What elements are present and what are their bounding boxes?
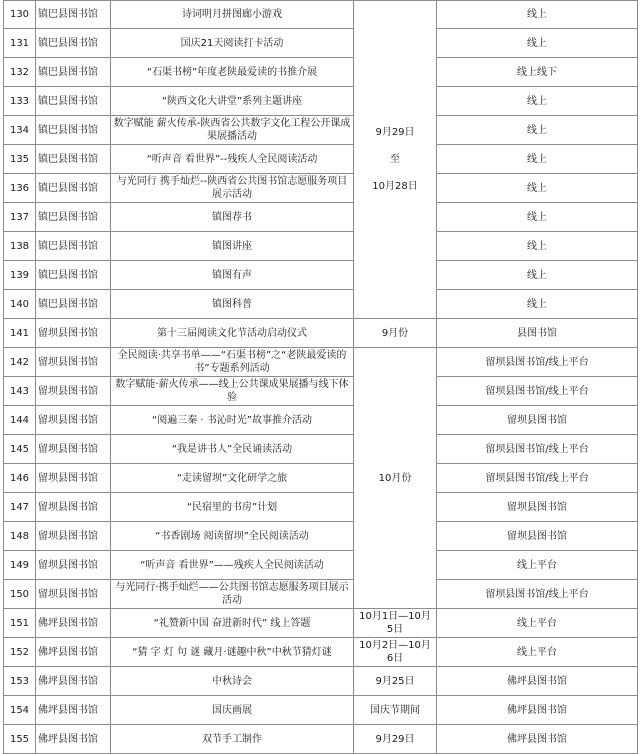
row-number: 155 xyxy=(4,725,36,754)
library-name: 镇巴县图书馆 xyxy=(36,174,111,203)
activity-mode: 线上线下 xyxy=(437,58,638,87)
table-row xyxy=(4,87,638,116)
library-name: 留坝县图书馆 xyxy=(36,319,111,348)
row-number: 145 xyxy=(4,435,36,464)
activity-mode: 留坝县图书馆 xyxy=(437,522,638,551)
activity-mode: 留坝县图书馆 xyxy=(437,406,638,435)
row-number: 130 xyxy=(4,1,36,29)
table-row xyxy=(4,493,638,522)
activity-mode: 佛坪县图书馆 xyxy=(437,725,638,754)
activity-name: 与光同行·携手灿烂——公共图书馆志愿服务项目展示活动 xyxy=(111,580,354,609)
table-row xyxy=(4,377,638,406)
row-number: 153 xyxy=(4,667,36,696)
library-name: 留坝县图书馆 xyxy=(36,522,111,551)
activity-mode: 线上平台 xyxy=(437,638,638,667)
row-number: 134 xyxy=(4,116,36,145)
time-cell: 国庆节期间 xyxy=(354,696,437,725)
time-cell: 9月25日 xyxy=(354,667,437,696)
row-number: 151 xyxy=(4,609,36,638)
row-number: 150 xyxy=(4,580,36,609)
time-cell: 10月1日—10月5日 xyxy=(354,609,437,638)
table-row xyxy=(4,580,638,609)
activity-name: 与光同行 携手灿烂--陕西省公共图书馆志愿服务项目展示活动 xyxy=(111,174,354,203)
activity-mode: 佛坪县图书馆 xyxy=(437,667,638,696)
activity-name: 全民阅读·共享书单——“石渠书榜”之“老陕最爱读的书”专题系列活动 xyxy=(111,348,354,377)
library-name: 佛坪县图书馆 xyxy=(36,667,111,696)
activity-name: 镇图荐书 xyxy=(111,203,354,232)
library-name: 佛坪县图书馆 xyxy=(36,638,111,667)
row-number: 138 xyxy=(4,232,36,261)
time-start: 9月29日 xyxy=(375,127,415,138)
row-number: 141 xyxy=(4,319,36,348)
library-name: 留坝县图书馆 xyxy=(36,377,111,406)
library-name: 留坝县图书馆 xyxy=(36,551,111,580)
row-number: 136 xyxy=(4,174,36,203)
row-number: 142 xyxy=(4,348,36,377)
table-row xyxy=(4,145,638,174)
table-row xyxy=(4,464,638,493)
library-name: 留坝县图书馆 xyxy=(36,435,111,464)
time-cell: 9月29日 xyxy=(354,725,437,754)
table-row xyxy=(4,725,638,754)
activity-name: 国庆画展 xyxy=(111,696,354,725)
time-separator: 至 xyxy=(390,154,400,165)
activity-name: 数字赋能 薪火传承-陕西省公共数字文化工程公开课成果展播活动 xyxy=(111,116,354,145)
activity-name: “听声音 看世界”--残疾人全民阅读活动 xyxy=(111,145,354,174)
library-name: 留坝县图书馆 xyxy=(36,493,111,522)
table-row xyxy=(4,609,638,638)
activity-name: “陕西文化大讲堂”系列主题讲座 xyxy=(111,87,354,116)
row-number: 137 xyxy=(4,203,36,232)
table-row xyxy=(4,58,638,87)
table-row xyxy=(4,174,638,203)
activity-name: 双节手工制作 xyxy=(111,725,354,754)
activity-name: “阅遍三秦 · 书沁时光”故事推介活动 xyxy=(111,406,354,435)
library-name: 镇巴县图书馆 xyxy=(36,261,111,290)
activity-name: “我是讲书人”全民诵读活动 xyxy=(111,435,354,464)
table-row xyxy=(4,551,638,580)
time-end: 10月28日 xyxy=(372,181,418,192)
library-name: 留坝县图书馆 xyxy=(36,348,111,377)
activity-mode: 线上 xyxy=(437,174,638,203)
activity-mode: 线上 xyxy=(437,1,638,29)
activity-name: “猜 字 灯 句 谜 藏月·谜趣中秋”中秋节猜灯谜 xyxy=(111,638,354,667)
activity-name: 国庆21天阅读打卡活动 xyxy=(111,29,354,58)
activity-name: 镇图讲座 xyxy=(111,232,354,261)
time-cell-zhenba xyxy=(354,1,437,319)
table-row xyxy=(4,638,638,667)
table-row xyxy=(4,290,638,319)
activity-name: “民宿里的书房”计划 xyxy=(111,493,354,522)
table-row xyxy=(4,348,638,377)
library-name: 佛坪县图书馆 xyxy=(36,696,111,725)
activity-name: 数字赋能·薪火传承——线上公共课成果展播与线下体验 xyxy=(111,377,354,406)
activity-name: 诗词明月拼图廊小游戏 xyxy=(111,1,354,29)
activity-name: “石渠书榜”年度老陕最爱读的书推介展 xyxy=(111,58,354,87)
activity-mode: 线上 xyxy=(437,261,638,290)
row-number: 149 xyxy=(4,551,36,580)
activity-name: 中秋诗会 xyxy=(111,667,354,696)
activity-name: “走读留坝”文化研学之旅 xyxy=(111,464,354,493)
activity-mode: 留坝县图书馆 xyxy=(437,493,638,522)
table-row xyxy=(4,232,638,261)
activity-mode: 线上 xyxy=(437,29,638,58)
library-name: 镇巴县图书馆 xyxy=(36,87,111,116)
row-number: 154 xyxy=(4,696,36,725)
row-number: 135 xyxy=(4,145,36,174)
activity-name: 镇图科普 xyxy=(111,290,354,319)
table-row xyxy=(4,261,638,290)
table-row xyxy=(4,1,638,29)
activity-mode: 佛坪县图书馆 xyxy=(437,696,638,725)
activity-mode: 留坝县图书馆/线上平台 xyxy=(437,580,638,609)
library-name: 镇巴县图书馆 xyxy=(36,29,111,58)
row-number: 132 xyxy=(4,58,36,87)
activity-name: “听声音 看世界”——残疾人全民阅读活动 xyxy=(111,551,354,580)
activity-name: “书香剧场 阅读留坝”全民阅读活动 xyxy=(111,522,354,551)
time-cell-liuba-october: 10月份 xyxy=(354,348,437,609)
row-number: 139 xyxy=(4,261,36,290)
library-name: 留坝县图书馆 xyxy=(36,464,111,493)
library-name: 留坝县图书馆 xyxy=(36,580,111,609)
table-row xyxy=(4,435,638,464)
activity-mode: 线上 xyxy=(437,203,638,232)
activity-mode: 线上 xyxy=(437,290,638,319)
activity-mode: 线上 xyxy=(437,116,638,145)
activity-mode: 线上 xyxy=(437,145,638,174)
row-number: 144 xyxy=(4,406,36,435)
library-name: 留坝县图书馆 xyxy=(36,406,111,435)
activity-name: 镇图有声 xyxy=(111,261,354,290)
row-number: 140 xyxy=(4,290,36,319)
row-number: 146 xyxy=(4,464,36,493)
activity-mode: 留坝县图书馆/线上平台 xyxy=(437,348,638,377)
activity-mode: 留坝县图书馆/线上平台 xyxy=(437,464,638,493)
activity-mode: 线上 xyxy=(437,232,638,261)
library-name: 镇巴县图书馆 xyxy=(36,116,111,145)
activity-mode: 留坝县图书馆/线上平台 xyxy=(437,377,638,406)
row-number: 147 xyxy=(4,493,36,522)
table-row xyxy=(4,667,638,696)
library-name: 佛坪县图书馆 xyxy=(36,725,111,754)
library-name: 镇巴县图书馆 xyxy=(36,145,111,174)
library-name: 镇巴县图书馆 xyxy=(36,58,111,87)
library-name: 镇巴县图书馆 xyxy=(36,290,111,319)
library-name: 佛坪县图书馆 xyxy=(36,609,111,638)
activity-mode: 线上平台 xyxy=(437,551,638,580)
table-row xyxy=(4,203,638,232)
activity-mode: 县图书馆 xyxy=(437,319,638,348)
table-row xyxy=(4,29,638,58)
library-name: 镇巴县图书馆 xyxy=(36,1,111,29)
table-row xyxy=(4,406,638,435)
activity-name: 第十三届阅读文化节活动启动仪式 xyxy=(111,319,354,348)
time-cell: 9月份 xyxy=(354,319,437,348)
table-row xyxy=(4,696,638,725)
row-number: 131 xyxy=(4,29,36,58)
table-row xyxy=(4,319,638,348)
table-row xyxy=(4,522,638,551)
library-name: 镇巴县图书馆 xyxy=(36,203,111,232)
time-cell: 10月2日—10月6日 xyxy=(354,638,437,667)
activity-mode: 留坝县图书馆/线上平台 xyxy=(437,435,638,464)
library-name: 镇巴县图书馆 xyxy=(36,232,111,261)
activity-mode: 线上 xyxy=(437,87,638,116)
row-number: 143 xyxy=(4,377,36,406)
table-row xyxy=(4,116,638,145)
activity-mode: 线上平台 xyxy=(437,609,638,638)
row-number: 152 xyxy=(4,638,36,667)
activity-name: “礼赞新中国 奋进新时代” 线上答题 xyxy=(111,609,354,638)
activity-table xyxy=(3,0,638,754)
row-number: 148 xyxy=(4,522,36,551)
row-number: 133 xyxy=(4,87,36,116)
